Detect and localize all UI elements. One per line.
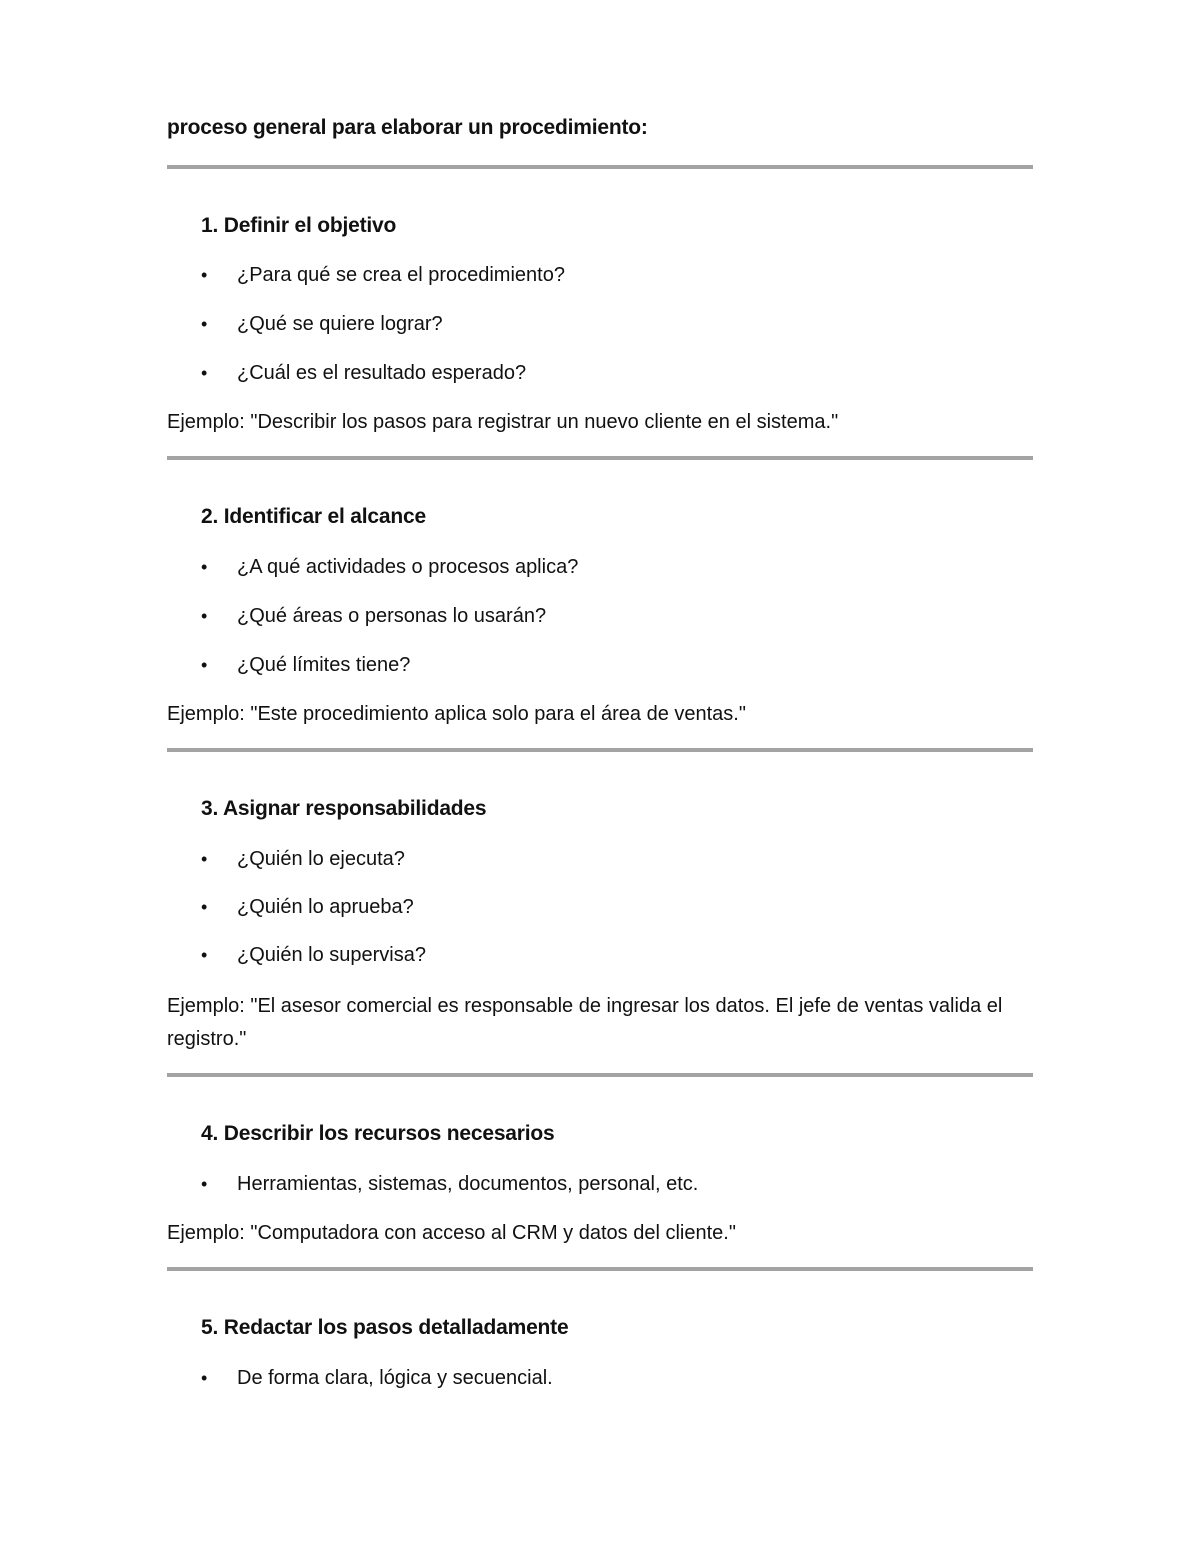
bullet-text: ¿Quién lo supervisa?	[237, 944, 426, 966]
section-divider	[167, 456, 1033, 460]
bullet-icon: •	[201, 557, 208, 577]
section-3-bullet-2	[201, 896, 414, 919]
bullet-icon: •	[201, 1368, 208, 1388]
document-title: proceso general para elaborar un procedimiento:	[167, 116, 648, 139]
section-3-example: Ejemplo: "El asesor comercial es responsable de ingresar los datos. El jefe de ventas valida el registro."	[167, 995, 1008, 1050]
bullet-icon: •	[201, 1174, 208, 1194]
bullet-icon: •	[201, 265, 208, 285]
bullet-text: ¿Qué se quiere lograr?	[237, 313, 443, 335]
section-2-heading: 2. Identificar el alcance	[201, 505, 426, 528]
section-4-bullet-1	[201, 1173, 698, 1196]
bullet-text: ¿Quién lo aprueba?	[237, 896, 414, 918]
section-2-bullet-1	[201, 556, 578, 579]
section-divider	[167, 748, 1033, 752]
section-4-example: Ejemplo: "Computadora con acceso al CRM y datos del cliente."	[167, 1222, 736, 1244]
bullet-icon: •	[201, 897, 208, 917]
section-4-heading: 4. Describir los recursos necesarios	[201, 1122, 555, 1145]
section-1-example: Ejemplo: "Describir los pasos para registrar un nuevo cliente en el sistema."	[167, 411, 839, 433]
section-1-heading: 1. Definir el objetivo	[201, 214, 397, 237]
section-1-bullet-1	[201, 264, 565, 287]
bullet-icon: •	[201, 606, 208, 626]
bullet-text: Herramientas, sistemas, documentos, personal, etc.	[237, 1173, 699, 1195]
section-2-example: Ejemplo: "Este procedimiento aplica solo para el área de ventas."	[167, 703, 746, 725]
section-1-bullet-3	[201, 362, 526, 385]
bullet-icon: •	[201, 314, 208, 334]
section-2-bullet-3	[201, 654, 410, 677]
section-divider	[167, 1267, 1033, 1271]
section-5-heading: 5. Redactar los pasos detalladamente	[201, 1316, 569, 1339]
bullet-icon: •	[201, 945, 208, 965]
section-1-bullet-2	[201, 313, 443, 336]
section-3-heading: 3. Asignar responsabilidades	[201, 797, 487, 820]
bullet-icon: •	[201, 849, 208, 869]
bullet-icon: •	[201, 655, 208, 675]
bullet-text: De forma clara, lógica y secuencial.	[237, 1367, 553, 1389]
bullet-text: ¿Qué límites tiene?	[237, 654, 411, 676]
bullet-text: ¿Para qué se crea el procedimiento?	[237, 264, 565, 286]
section-divider	[167, 165, 1033, 169]
section-5-bullet-1	[201, 1367, 553, 1390]
section-2-bullet-2	[201, 605, 546, 628]
bullet-icon: •	[201, 363, 208, 383]
bullet-text: ¿A qué actividades o procesos aplica?	[237, 556, 579, 578]
section-divider	[167, 1073, 1033, 1077]
section-3-bullet-1	[201, 848, 405, 871]
bullet-text: ¿Quién lo ejecuta?	[237, 848, 405, 870]
bullet-text: ¿Qué áreas o personas lo usarán?	[237, 605, 547, 627]
bullet-text: ¿Cuál es el resultado esperado?	[237, 362, 527, 384]
section-3-bullet-3	[201, 944, 426, 967]
